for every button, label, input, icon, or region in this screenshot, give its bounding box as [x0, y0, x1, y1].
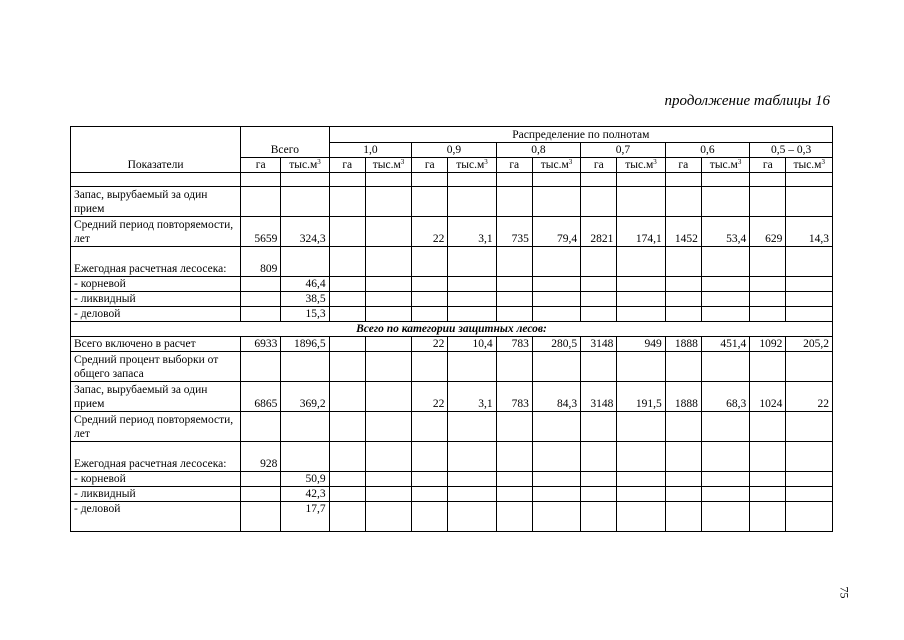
table-cell	[532, 292, 580, 307]
table-cell: 1888	[665, 382, 701, 412]
table-cell	[701, 442, 749, 472]
table-cell	[412, 487, 448, 502]
table-cell	[750, 307, 786, 322]
table-cell	[750, 412, 786, 442]
table-cell	[365, 382, 411, 412]
table-row	[71, 217, 833, 247]
table-cell	[665, 187, 701, 217]
table-body	[71, 173, 833, 532]
table-cell	[701, 277, 749, 292]
table-cell: 53,4	[701, 217, 749, 247]
table-cell	[532, 277, 580, 292]
table-cell	[581, 442, 617, 472]
table-cell: 22	[786, 382, 833, 412]
table-cell	[701, 173, 749, 187]
table-cell	[581, 187, 617, 217]
table-cell: 84,3	[532, 382, 580, 412]
table-cell: 10,4	[448, 337, 496, 352]
table-cell	[365, 502, 411, 532]
table-cell	[665, 412, 701, 442]
table-cell: 369,2	[281, 382, 329, 412]
unit-exponent: 3	[317, 158, 321, 166]
row-label: - деловой	[71, 502, 241, 532]
table-cell: 809	[241, 247, 281, 277]
table-cell	[365, 487, 411, 502]
table-cell	[496, 277, 532, 292]
table-cell	[448, 352, 496, 382]
row-label: Средний период повторяемости, лет	[71, 412, 241, 442]
table-cell	[329, 292, 365, 307]
table-cell	[581, 292, 617, 307]
table-cell	[532, 442, 580, 472]
header-density-3: 0,8	[496, 143, 581, 158]
table-cell	[665, 442, 701, 472]
table-cell	[412, 502, 448, 532]
table-cell	[241, 472, 281, 487]
unit-exponent: 3	[400, 158, 405, 166]
table-cell	[750, 247, 786, 277]
table-cell: 42,3	[281, 487, 329, 502]
unit-volume-text: тыс.м	[793, 159, 822, 171]
forest-table	[70, 126, 833, 532]
table-cell	[329, 217, 365, 247]
unit-exponent: 3	[653, 158, 657, 166]
table-cell	[448, 502, 496, 532]
table-cell	[581, 173, 617, 187]
table-cell: 17,7	[281, 502, 329, 532]
table-cell	[665, 307, 701, 322]
table-cell	[412, 472, 448, 487]
table-cell	[665, 247, 701, 277]
table-cell: 783	[496, 382, 532, 412]
table-cell	[496, 487, 532, 502]
table-cell	[329, 502, 365, 532]
table-row	[71, 352, 833, 382]
table-row-section	[71, 322, 833, 337]
table-cell	[701, 502, 749, 532]
table-cell	[581, 412, 617, 442]
table-cell	[750, 442, 786, 472]
table-cell	[365, 442, 411, 472]
table-cell	[329, 412, 365, 442]
table-cell	[665, 277, 701, 292]
table-cell	[496, 187, 532, 217]
table-cell	[281, 412, 329, 442]
table-cell	[750, 187, 786, 217]
unit-volume-text: тыс.м	[540, 159, 569, 171]
table-cell	[241, 307, 281, 322]
header-density-1: 1,0	[329, 143, 412, 158]
table-cell: 191,5	[617, 382, 665, 412]
table-cell	[617, 307, 665, 322]
table-cell	[241, 412, 281, 442]
table-cell	[665, 472, 701, 487]
table-cell: 6865	[241, 382, 281, 412]
table-cell	[701, 352, 749, 382]
unit-ha: га	[665, 158, 701, 173]
table-cell: 949	[617, 337, 665, 352]
table-cell	[329, 487, 365, 502]
table-cell	[448, 173, 496, 187]
table-cell	[532, 412, 580, 442]
table-cell	[532, 487, 580, 502]
table-cell	[581, 487, 617, 502]
table-cell	[496, 292, 532, 307]
table-row	[71, 307, 833, 322]
unit-volume-text: тыс.м	[372, 159, 401, 171]
table-cell	[617, 187, 665, 217]
table-cell	[448, 307, 496, 322]
table-cell: 174,1	[617, 217, 665, 247]
table-cell	[665, 487, 701, 502]
table-cell	[617, 292, 665, 307]
table-cell	[786, 247, 833, 277]
table-cell	[329, 472, 365, 487]
table-cell	[329, 382, 365, 412]
table-cell	[532, 247, 580, 277]
table-row	[71, 292, 833, 307]
row-label: - корневой	[71, 472, 241, 487]
header-total: Всего	[241, 127, 330, 158]
table-cell	[750, 352, 786, 382]
table-cell	[241, 277, 281, 292]
table-cell	[241, 352, 281, 382]
unit-volume	[532, 158, 580, 173]
table-cell	[532, 502, 580, 532]
table-cell	[532, 187, 580, 217]
table-cell	[532, 352, 580, 382]
table-cell: 15,3	[281, 307, 329, 322]
table-cell: 735	[496, 217, 532, 247]
table-cell	[786, 292, 833, 307]
table-cell	[617, 487, 665, 502]
table-cell	[750, 502, 786, 532]
unit-ha: га	[241, 158, 281, 173]
table-cell	[786, 442, 833, 472]
table-cell: 79,4	[532, 217, 580, 247]
header-density-2: 0,9	[412, 143, 497, 158]
unit-volume-text: тыс.м	[289, 159, 318, 171]
table-cell	[665, 292, 701, 307]
table-cell	[617, 442, 665, 472]
table-cell	[365, 472, 411, 487]
table-cell	[281, 247, 329, 277]
table-cell	[496, 173, 532, 187]
table-cell	[281, 173, 329, 187]
table-cell: 1024	[750, 382, 786, 412]
table-cell: 205,2	[786, 337, 833, 352]
table-cell: 1452	[665, 217, 701, 247]
unit-exponent: 3	[821, 158, 825, 166]
table-cell	[448, 472, 496, 487]
table-cell	[448, 487, 496, 502]
row-label: Запас, вырубаемый за один прием	[71, 382, 241, 412]
table-cell	[365, 337, 411, 352]
table-cell: 38,5	[281, 292, 329, 307]
table-cell	[365, 352, 411, 382]
table-cell	[786, 173, 833, 187]
unit-exponent: 3	[484, 158, 488, 166]
row-label: - ликвидный	[71, 487, 241, 502]
row-label: Средний процент выборки от общего запаса	[71, 352, 241, 382]
table-cell	[750, 292, 786, 307]
header-distribution: Распределение по полнотам	[329, 127, 832, 143]
header-indicators: Показатели	[71, 127, 241, 173]
table-cell	[665, 173, 701, 187]
table-cell	[241, 502, 281, 532]
row-label: Ежегодная расчетная лесосека:	[71, 442, 241, 472]
table-cell	[617, 502, 665, 532]
table-cell	[581, 502, 617, 532]
unit-volume	[281, 158, 329, 173]
table-cell	[496, 352, 532, 382]
table-cell	[786, 307, 833, 322]
table-cell: 451,4	[701, 337, 749, 352]
table-cell	[241, 487, 281, 502]
table-cell	[496, 472, 532, 487]
table-cell	[532, 307, 580, 322]
table-cell: 22	[412, 337, 448, 352]
header-density-4: 0,7	[581, 143, 666, 158]
unit-ha: га	[412, 158, 448, 173]
unit-volume	[365, 158, 411, 173]
table-cell	[365, 187, 411, 217]
table-cell: 22	[412, 382, 448, 412]
table-cell	[365, 307, 411, 322]
table-caption: продолжение таблицы 16	[664, 93, 830, 109]
table-cell	[786, 277, 833, 292]
table-cell	[496, 247, 532, 277]
table-cell	[581, 307, 617, 322]
table-cell: 1092	[750, 337, 786, 352]
table-cell	[365, 173, 411, 187]
row-label: - ликвидный	[71, 292, 241, 307]
table-cell	[412, 292, 448, 307]
table-cell	[701, 292, 749, 307]
table-cell: 50,9	[281, 472, 329, 487]
table-cell	[786, 502, 833, 532]
row-label: - корневой	[71, 277, 241, 292]
row-label: Запас, вырубаемый за один прием	[71, 187, 241, 217]
table-cell	[786, 412, 833, 442]
table-cell: 3148	[581, 382, 617, 412]
table-cell	[617, 277, 665, 292]
table-cell: 280,5	[532, 337, 580, 352]
table-cell	[532, 173, 580, 187]
table-cell	[412, 247, 448, 277]
table-cell	[329, 187, 365, 217]
table-cell	[496, 442, 532, 472]
table-cell	[448, 442, 496, 472]
table-cell	[365, 217, 411, 247]
table-cell	[241, 173, 281, 187]
table-cell	[329, 277, 365, 292]
unit-ha: га	[329, 158, 365, 173]
unit-volume	[448, 158, 496, 173]
table-cell	[412, 307, 448, 322]
header-density-5: 0,6	[665, 143, 750, 158]
table-cell	[701, 187, 749, 217]
table-cell: 3,1	[448, 217, 496, 247]
table-row	[71, 247, 833, 277]
table-cell: 3148	[581, 337, 617, 352]
table-cell: 46,4	[281, 277, 329, 292]
table-cell	[701, 487, 749, 502]
unit-volume	[786, 158, 833, 173]
table-cell: 22	[412, 217, 448, 247]
table-cell	[617, 412, 665, 442]
table-cell	[412, 187, 448, 217]
table-cell	[750, 173, 786, 187]
table-cell	[448, 412, 496, 442]
row-label: Средний период повторяемости, лет	[71, 217, 241, 247]
table-row	[71, 277, 833, 292]
table-cell	[750, 277, 786, 292]
table-cell: 1896,5	[281, 337, 329, 352]
table-cell	[750, 487, 786, 502]
table-cell	[329, 337, 365, 352]
table-cell	[448, 247, 496, 277]
table-cell	[329, 247, 365, 277]
table-row	[71, 412, 833, 442]
table-cell	[617, 247, 665, 277]
table-cell: 324,3	[281, 217, 329, 247]
table-cell	[786, 352, 833, 382]
table-cell	[412, 277, 448, 292]
table-cell	[581, 277, 617, 292]
table-row	[71, 382, 833, 412]
table-row	[71, 502, 833, 532]
table-row-blank	[71, 173, 833, 187]
unit-ha: га	[496, 158, 532, 173]
table-cell	[532, 472, 580, 487]
table-cell: 928	[241, 442, 281, 472]
table-cell	[617, 352, 665, 382]
header-density-6: 0,5 – 0,3	[750, 143, 833, 158]
table-cell	[365, 412, 411, 442]
table-row	[71, 442, 833, 472]
table-cell: 3,1	[448, 382, 496, 412]
table-cell	[786, 187, 833, 217]
table-cell	[786, 472, 833, 487]
unit-volume	[617, 158, 665, 173]
table-cell: 6933	[241, 337, 281, 352]
table-cell	[241, 292, 281, 307]
table-cell	[701, 247, 749, 277]
table-cell	[448, 187, 496, 217]
table-row	[71, 472, 833, 487]
table-cell	[281, 352, 329, 382]
table-cell: 2821	[581, 217, 617, 247]
table-cell: 1888	[665, 337, 701, 352]
table-row	[71, 487, 833, 502]
table-cell: 5659	[241, 217, 281, 247]
table-cell	[365, 277, 411, 292]
unit-ha: га	[581, 158, 617, 173]
table-row	[71, 337, 833, 352]
unit-exponent: 3	[568, 158, 573, 166]
unit-volume-text: тыс.м	[456, 159, 485, 171]
table-cell	[786, 487, 833, 502]
table-cell	[281, 187, 329, 217]
table-cell	[412, 442, 448, 472]
section-title: Всего по категории защитных лесов:	[71, 322, 833, 337]
table-cell	[701, 307, 749, 322]
table-cell	[496, 307, 532, 322]
table-cell	[365, 292, 411, 307]
table-cell	[412, 173, 448, 187]
table-cell	[329, 307, 365, 322]
unit-exponent: 3	[737, 158, 742, 166]
table-cell	[329, 442, 365, 472]
table-cell	[496, 412, 532, 442]
unit-volume-text: тыс.м	[625, 159, 654, 171]
unit-volume-text: тыс.м	[709, 159, 738, 171]
table-cell	[701, 472, 749, 487]
table-cell: 783	[496, 337, 532, 352]
table-cell: 14,3	[786, 217, 833, 247]
table-cell	[448, 292, 496, 307]
table-cell	[448, 277, 496, 292]
page-number: 75	[837, 586, 852, 599]
table-row	[71, 187, 833, 217]
table-cell	[329, 352, 365, 382]
table-cell	[412, 352, 448, 382]
table-cell	[701, 412, 749, 442]
table-cell	[329, 173, 365, 187]
table-cell	[281, 442, 329, 472]
table-cell: 629	[750, 217, 786, 247]
table-cell	[581, 247, 617, 277]
table-cell	[750, 472, 786, 487]
row-label: - деловой	[71, 307, 241, 322]
table-cell	[412, 412, 448, 442]
row-label: Всего включено в расчет	[71, 337, 241, 352]
table-cell	[496, 502, 532, 532]
table-cell	[581, 352, 617, 382]
row-label: Ежегодная расчетная лесосека:	[71, 247, 241, 277]
table-cell	[365, 247, 411, 277]
table-cell	[665, 352, 701, 382]
table-cell	[617, 472, 665, 487]
unit-ha: га	[750, 158, 786, 173]
table-cell	[241, 187, 281, 217]
table-cell	[71, 173, 241, 187]
table-cell	[665, 502, 701, 532]
table-cell	[617, 173, 665, 187]
table-cell: 68,3	[701, 382, 749, 412]
unit-volume	[701, 158, 749, 173]
table-cell	[581, 472, 617, 487]
